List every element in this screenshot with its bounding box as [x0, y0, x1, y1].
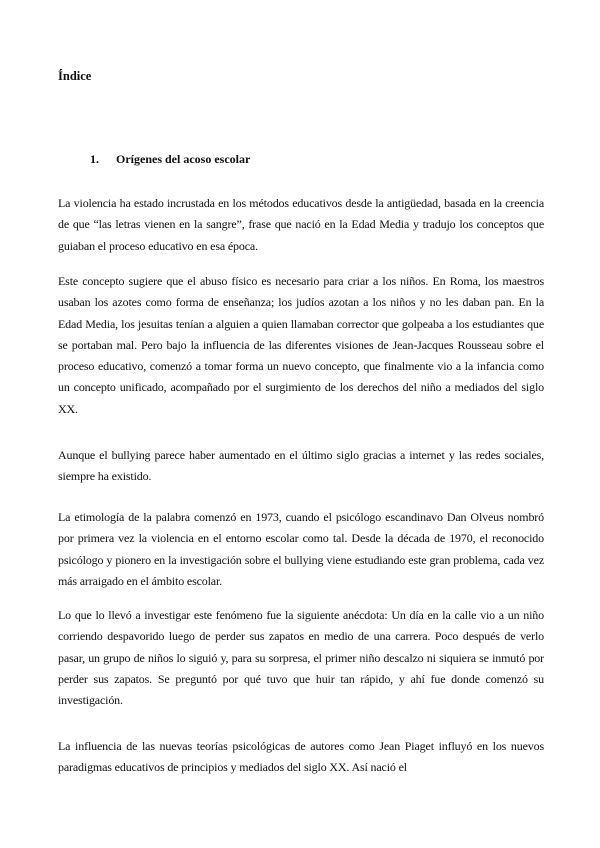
paragraph-3: Aunque el bullying parece haber aumentado en el último siglo gracias a internet y las redes sociales, siempre ha existido.: [58, 448, 544, 484]
paragraph-4: La etimología de la palabra comenzó en 1973, cuando el psicólogo escandinavo Dan Olveus nombró por primera vez la violencia en el entorno escolar como tal. Desde la década de 1970, el reconocido psicólogo y pionero en la investigación sobre el bullying viene estudiando este gran problema, cada vez más arraigado en el ámbito escolar.: [58, 510, 544, 588]
paragraph-1: La violencia ha estado incrustada en los métodos educativos desde la antigüedad, basada en la creencia de que “las letras vienen en la sangre”, frase que nació en la Edad Media y tradujo los conceptos que guiaban el proceso educativo en esa época.: [58, 196, 544, 253]
paragraph-6: La influencia de las nuevas teorías psicológicas de autores como Jean Piaget influyó en los nuevos paradigmas educativos de principios y mediados del siglo XX. Así nació el: [58, 739, 544, 775]
paragraph-2: Este concepto sugiere que el abuso físico es necesario para criar a los niños. En Roma, los maestros usaban los azotes como forma de enseñanza; los judíos azotan a los niños y no les daban pan. En la Edad Media, los jesuitas tenían a alguien a quien llamaban corrector que golpeaba a los estudiantes que se portaban mal. Pero bajo la influencia de las diferentes visiones de Jean-Jacques Rousseau sobre el proceso educativo, comenzó a tomar forma un nuevo concepto, que finalmente vio a la infancia como un concepto unificado, acompañado por el surgimiento de los derechos del niño a mediados del siglo XX.: [58, 274, 544, 416]
section-number: 1.: [90, 152, 99, 166]
section-title: Orígenes del acoso escolar: [116, 152, 251, 166]
index-title: Índice: [58, 69, 92, 83]
paragraph-5: Lo que lo llevó a investigar este fenómeno fue la siguiente anécdota: Un día en la calle vio a un niño corriendo despavorido luego de perder sus zapatos en medio de una carrera. Poco después de verlo pasar, un grupo de niños lo siguió y, para su sorpresa, el primer niño descalzo ni siquiera se inmutó por perder sus zapatos. Se preguntó por qué tuvo que huir tan rápido, y ahí fue donde comenzó su investigación.: [58, 608, 544, 708]
section-heading: [90, 152, 250, 167]
